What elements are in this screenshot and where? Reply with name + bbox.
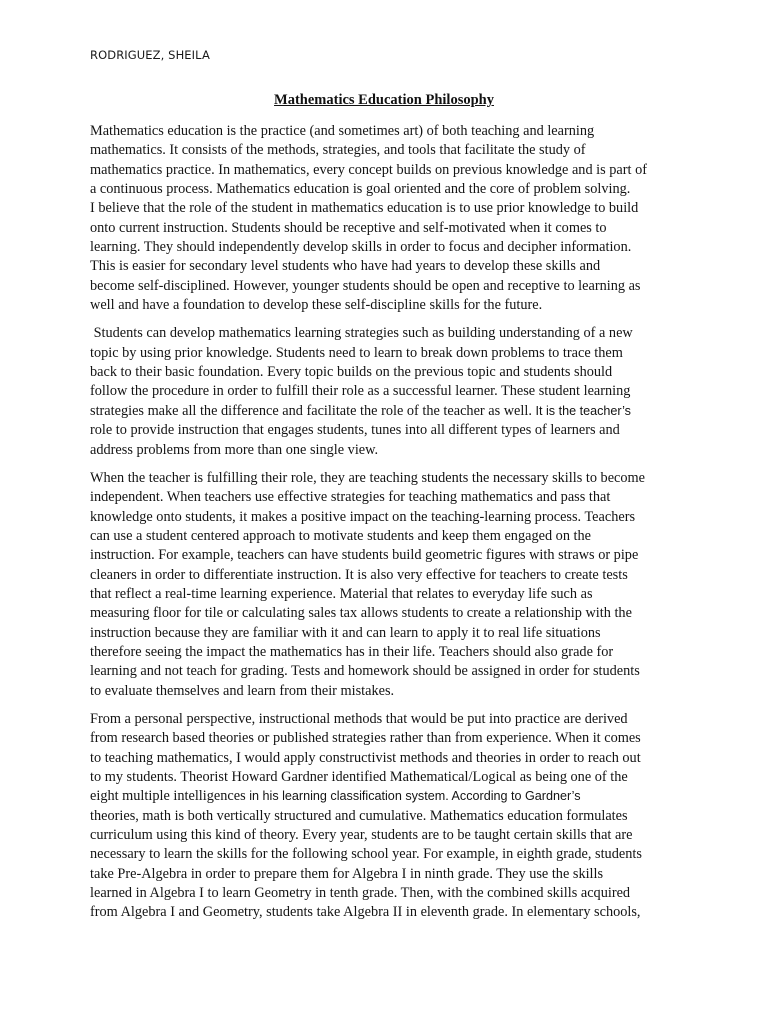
text-line: mathematics. It consists of the methods, strategies, and tools that facilitate the study of [90, 142, 586, 159]
text-segment: strategies make all the difference and facilitate the role of the teacher as well. [90, 402, 536, 419]
text-line: From a personal perspective, instructional methods that would be put into practice are derived [90, 710, 628, 727]
text-line: onto current instruction. Students should be receptive and self-motivated when it comes to [90, 219, 607, 236]
text-line: role to provide instruction that engages students, tunes into all different types of learners and [90, 422, 620, 439]
text-line: can use a student centered approach to motivate students and keep them engaged on the [90, 527, 592, 544]
text-segment-alt-font: in his learning classification system. According to Gardner’s [249, 789, 581, 804]
text-line: become self-disciplined. However, younger students should be open and receptive to learning as [90, 277, 641, 294]
text-line: mathematics practice. In mathematics, every concept builds on previous knowledge and is part of [90, 161, 647, 178]
text-segment-alt-font: It is the teacher’s [535, 403, 631, 418]
text-line [90, 402, 682, 421]
text-segment: eight multiple intelligences [90, 788, 250, 805]
paragraph-4 [90, 710, 682, 923]
text-line: necessary to learn the skills for the following school year. For example, in eighth grade, students [90, 846, 642, 863]
text-line: curriculum using this kind of theory. Every year, students are to be taught certain skills that are [90, 827, 633, 844]
text-line: independent. When teachers use effective strategies for teaching mathematics and pass that [90, 489, 611, 506]
text-line: learned in Algebra I to learn Geometry in tenth grade. Then, with the combined skills acquired [90, 885, 631, 902]
text-line: Mathematics education is the practice (and sometimes art) of both teaching and learning [90, 123, 595, 139]
author-name: RODRIGUEZ, SHEILA [90, 48, 210, 62]
document-body [90, 122, 682, 932]
text-line: to teaching mathematics, I would apply constructivist methods and theories in order to reach out [90, 749, 641, 766]
text-line: back to their basic foundation. Every topic builds on the previous topic and students should [90, 364, 613, 381]
text-line: learning and not teach for grading. Tests and homework should be assigned in order for students [90, 663, 640, 680]
text-line: Students can develop mathematics learning strategies such as building understanding of a new [90, 325, 633, 342]
text-line: to evaluate themselves and learn from their mistakes. [90, 682, 395, 699]
text-line: instruction because they are familiar with it and can learn to apply it to real life situations [90, 624, 601, 641]
text-line: to my students. Theorist Howard Gardner identified Mathematical/Logical as being one of the [90, 769, 628, 785]
text-line: instruction. For example, teachers can have students build geometric figures with straws or pipe [90, 547, 639, 564]
paragraph-1 [90, 122, 682, 315]
text-line: take Pre-Algebra in order to prepare them for Algebra I in ninth grade. They use the skills [90, 865, 604, 882]
text-line: When the teacher is fulfilling their role, they are teaching students the necessary skills to become [90, 469, 646, 486]
text-line: well and have a foundation to develop these self-discipline skills for the future. [90, 297, 543, 314]
text-line: from research based theories or published strategies rather than from experience. When it comes [90, 730, 641, 747]
document-title: Mathematics Education Philosophy [274, 92, 494, 108]
text-line: knowledge onto students, it makes a positive impact on the teaching-learning process. Teachers [90, 508, 636, 525]
paragraph-3 [90, 469, 682, 701]
text-line: follow the procedure in order to fulfill their role as a successful learner. These student learning [90, 383, 631, 400]
text-line: that reflect a real-time learning experience. Material that relates to everyday life such as [90, 585, 593, 602]
text-line: measuring floor for tile or calculating sales tax allows students to create a relationship with the [90, 605, 632, 622]
text-line [90, 787, 682, 806]
text-line: address problems from more than one single view. [90, 441, 379, 458]
paragraph-2 [90, 324, 682, 459]
text-line: This is easier for secondary level students who have had years to develop these skills and [90, 258, 601, 275]
text-line: theories, math is both vertically structured and cumulative. Mathematics education formulates [90, 807, 628, 824]
text-line: cleaners in order to differentiate instruction. It is also very effective for teachers to create tests [90, 566, 628, 583]
text-line: a continuous process. Mathematics education is goal oriented and the core of problem solving. [90, 181, 631, 198]
text-line: from Algebra I and Geometry, students take Algebra II in eleventh grade. In elementary schools, [90, 904, 641, 921]
text-line: topic by using prior knowledge. Students need to learn to break down problems to trace them [90, 344, 623, 361]
text-line: learning. They should independently develop skills in order to focus and decipher information. [90, 239, 632, 256]
text-line: I believe that the role of the student in mathematics education is to use prior knowledge to build [90, 200, 639, 217]
text-line: therefore seeing the impact the mathematics has in their life. Teachers should also grade for [90, 643, 614, 660]
